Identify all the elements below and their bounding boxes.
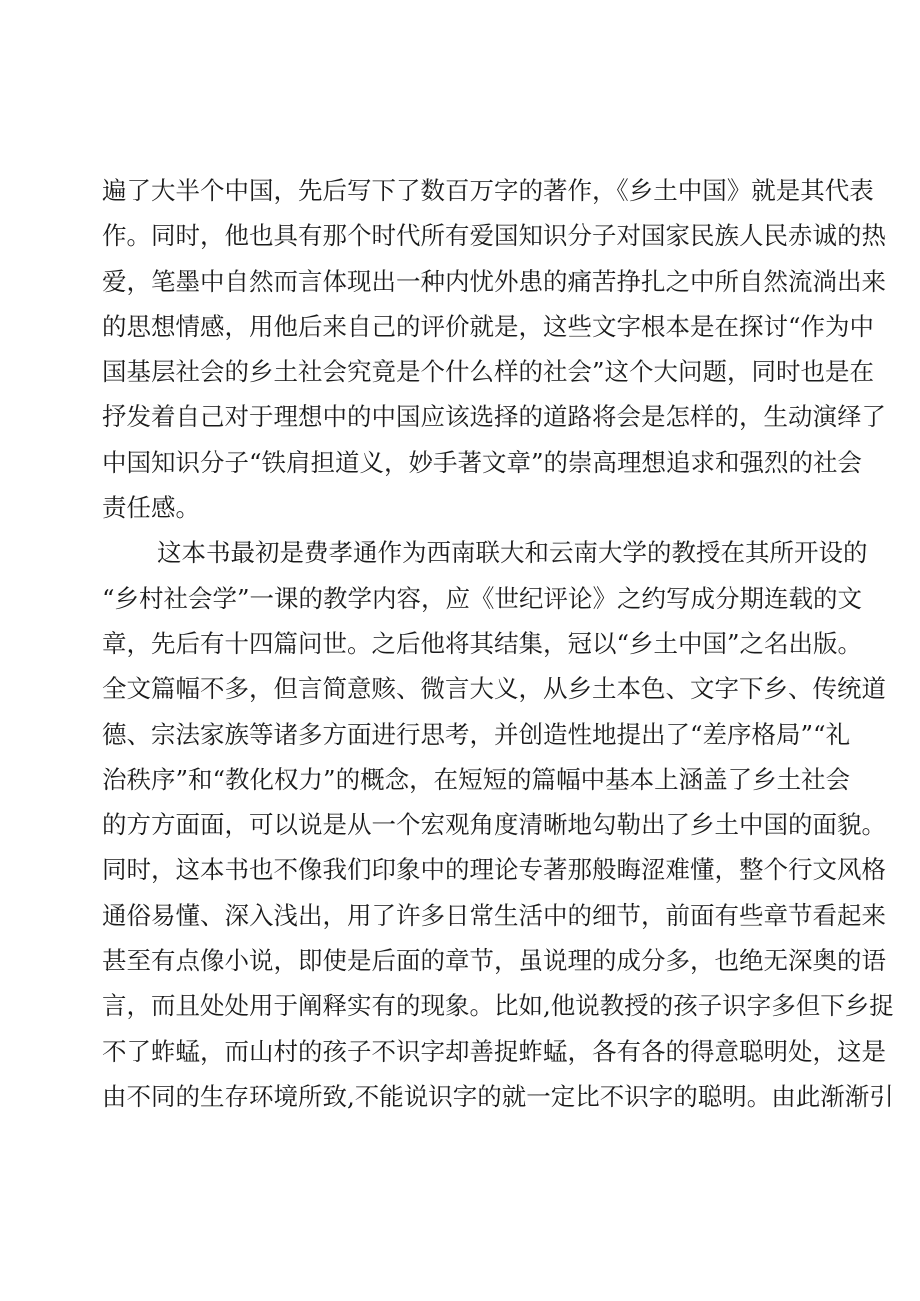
text-line-1: 遍了大半个中国，先后写下了数百万字的著作，《乡土中国》就是其代表 [102, 176, 874, 205]
text-line-13: 德、宗法家族等诸多方面进行思考，并创造性地提出了“差序格局”“礼 [102, 719, 851, 749]
text-line-4: 的思想情感，用他后来自己的评价就是，这些文字根本是在探讨“作为中 [102, 311, 875, 341]
text-line-10: “乡村社会学”一课的教学内容，应《世纪评论》之约写成分期连载的文 [102, 583, 863, 613]
text-line-20: 不了蚱蜢，而山村的孩子不识字却善捉蚱蜢，各有各的得意聪明处，这是 [102, 1036, 886, 1066]
text-line-17: 通俗易懂、深入浅出，用了许多日常生活中的细节，前面有些章节看起来 [102, 900, 886, 930]
body-text [102, 168, 894, 1119]
text-line-12: 全文篇幅不多，但言简意赅、微言大义，从乡土本色、文字下乡、传统道 [102, 674, 886, 704]
text-line-2: 作。同时，他也具有那个时代所有爱国知识分子对国家民族人民赤诚的热 [102, 221, 886, 251]
text-line-7: 中国知识分子“铁肩担道义，妙手著文章”的崇高理想追求和强烈的社会 [102, 447, 863, 477]
text-line-3: 爱，笔墨中自然而言体现出一种内忧外患的痛苦挣扎之中所自然流淌出来 [102, 266, 886, 296]
text-line-14: 治秩序”和“教化权力”的概念，在短短的篇幅中基本上涵盖了乡土社会 [102, 764, 851, 794]
text-line-16: 同时，这本书也不像我们印象中的理论专著那般晦涩难懂，整个行文风格 [102, 855, 886, 885]
text-line-21: 由不同的生存环境所致,不能说识字的就一定比不识字的聪明。由此渐渐引 [102, 1081, 894, 1111]
text-line-15: 的方方面面，可以说是从一个宏观角度清晰地勾勒出了乡土中国的面貌。 [102, 810, 886, 840]
text-line-19: 言，而且处处用于阐释实有的现象。比如,他说教授的孩子识字多但下乡捉 [102, 991, 894, 1021]
text-line-6: 抒发着自己对于理想中的中国应该选择的道路将会是怎样的，生动演绎了 [102, 402, 886, 432]
text-line-9: 这本书最初是费孝通作为西南联大和云南大学的教授在其所开设的 [157, 538, 868, 568]
text-line-8: 责任感。 [102, 493, 200, 523]
text-line-11: 章，先后有十四篇问世。之后他将其结集，冠以“乡土中国”之名出版。 [102, 628, 863, 658]
text-line-5: 国基层社会的乡土社会究竟是个什么样的社会”这个大问题，同时也是在 [102, 357, 875, 387]
text-line-18: 甚至有点像小说，即使是后面的章节，虽说理的成分多，也绝无深奥的语 [102, 946, 886, 976]
